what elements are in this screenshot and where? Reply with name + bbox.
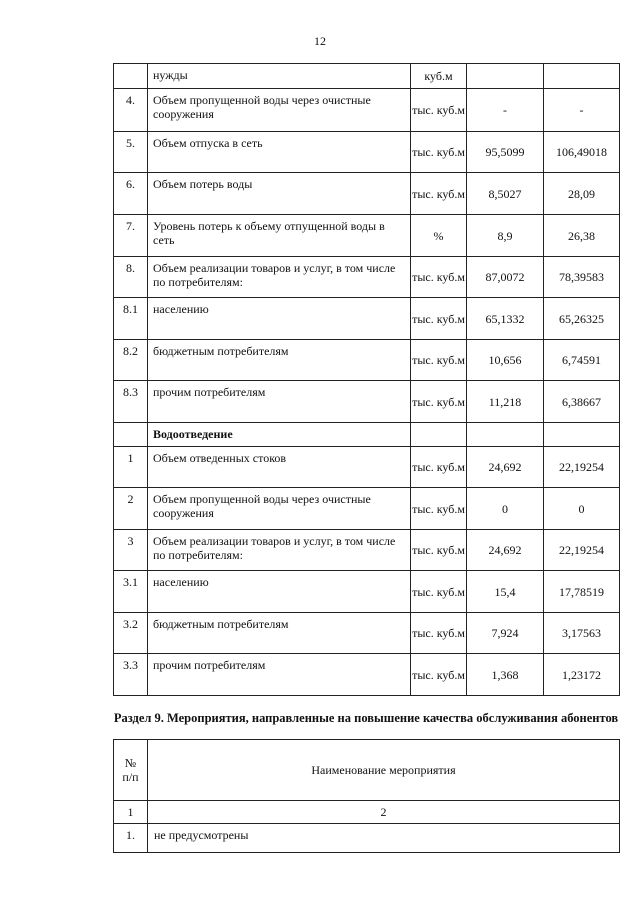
row-unit-cell: тыс. куб.м	[411, 298, 467, 340]
row-value-1-cell: 11,218	[467, 381, 544, 423]
row-number-cell: 8.1	[114, 298, 148, 340]
row-description-cell: бюджетным потребителям	[148, 613, 411, 654]
row-value-1-cell: 1,368	[467, 654, 544, 696]
table-row	[114, 132, 620, 173]
row-number-cell: 3.3	[114, 654, 148, 696]
row-description-cell: Объем пропущенной воды через очистные сооружения	[148, 89, 411, 132]
row-unit-cell: тыс. куб.м	[411, 613, 467, 654]
row-unit-cell: тыс. куб.м	[411, 381, 467, 423]
row-description-cell: Объем потерь воды	[148, 173, 411, 215]
table-row	[114, 298, 620, 340]
row-unit-cell: тыс. куб.м	[411, 173, 467, 215]
row-value-1-cell: 7,924	[467, 613, 544, 654]
row-value-1-cell: 65,1332	[467, 298, 544, 340]
row-description-cell: Объем реализации товаров и услуг, в том числе по потребителям:	[148, 530, 411, 571]
row-unit-cell: тыс. куб.м	[411, 132, 467, 173]
row-description-cell: населению	[148, 298, 411, 340]
row-value-2-cell: 26,38	[544, 215, 620, 257]
row-unit-cell: тыс. куб.м	[411, 447, 467, 488]
table-row	[114, 654, 620, 696]
table-row	[114, 447, 620, 488]
row-number-cell: 3	[114, 530, 148, 571]
row-value-1-cell: 8,5027	[467, 173, 544, 215]
index-num-cell: 1	[114, 801, 148, 824]
row-value-2-cell: 65,26325	[544, 298, 620, 340]
row-number-cell: 6.	[114, 173, 148, 215]
row-value-1-cell: 15,4	[467, 571, 544, 613]
row-value-2-cell: 3,17563	[544, 613, 620, 654]
row-number-cell: 3.1	[114, 571, 148, 613]
row-value-2-cell: 22,19254	[544, 447, 620, 488]
row-unit-cell: тыс. куб.м	[411, 89, 467, 132]
table-row	[114, 340, 620, 381]
row-unit-cell: тыс. куб.м	[411, 488, 467, 530]
row-description-cell: прочим потребителям	[148, 381, 411, 423]
row-description-cell: Объем отпуска в сеть	[148, 132, 411, 173]
table-row	[114, 613, 620, 654]
measures-row	[114, 824, 620, 853]
row-number-cell: 4.	[114, 89, 148, 132]
row-value-1-cell	[467, 423, 544, 447]
row-number-cell: 7.	[114, 215, 148, 257]
row-number-cell: 5.	[114, 132, 148, 173]
index-name-cell: 2	[148, 801, 620, 824]
row-value-2-cell	[544, 423, 620, 447]
row-value-2-cell: 17,78519	[544, 571, 620, 613]
row-description-cell: Уровень потерь к объему отпущенной воды в сеть	[148, 215, 411, 257]
row-value-2-cell: 1,23172	[544, 654, 620, 696]
row-value-1-cell: 87,0072	[467, 257, 544, 298]
measures-header-row	[114, 740, 620, 801]
row-description-cell: бюджетным потребителям	[148, 340, 411, 381]
table-row	[114, 571, 620, 613]
row-value-1-cell: 24,692	[467, 447, 544, 488]
row-unit-cell: тыс. куб.м	[411, 571, 467, 613]
row-number-cell: 3.2	[114, 613, 148, 654]
row-value-1-cell: 24,692	[467, 530, 544, 571]
row-description-cell: Объем пропущенной воды через очистные сооружения	[148, 488, 411, 530]
row-number-cell: 2	[114, 488, 148, 530]
row-number-cell: 8.	[114, 257, 148, 298]
header-name-cell: Наименование мероприятия	[148, 740, 620, 801]
row-value-2-cell: 0	[544, 488, 620, 530]
row-description-cell: нужды	[148, 64, 411, 89]
header-num-cell: № п/п	[114, 740, 148, 801]
row-description-cell: Объем отведенных стоков	[148, 447, 411, 488]
measures-table	[113, 739, 620, 853]
row-unit-cell: тыс. куб.м	[411, 654, 467, 696]
section-9-title: Раздел 9. Мероприятия, направленные на повышение качества обслуживания абонентов	[113, 711, 619, 725]
row-value-2-cell: 106,49018	[544, 132, 620, 173]
row-value-2-cell: 6,74591	[544, 340, 620, 381]
row-value-2-cell: 22,19254	[544, 530, 620, 571]
measure-name-cell: не предусмотрены	[148, 824, 620, 853]
table-row	[114, 215, 620, 257]
row-description-cell: Водоотведение	[148, 423, 411, 447]
row-number-cell: 8.2	[114, 340, 148, 381]
row-number-cell: 1	[114, 447, 148, 488]
table-row	[114, 257, 620, 298]
row-description-cell: Объем реализации товаров и услуг, в том числе по потребителям:	[148, 257, 411, 298]
row-unit-cell: тыс. куб.м	[411, 530, 467, 571]
table-row	[114, 64, 620, 89]
measures-index-row	[114, 801, 620, 824]
table-row	[114, 488, 620, 530]
row-value-1-cell: 95,5099	[467, 132, 544, 173]
table-row	[114, 530, 620, 571]
row-value-1-cell: 8,9	[467, 215, 544, 257]
row-number-cell	[114, 423, 148, 447]
row-value-2-cell: 6,38667	[544, 381, 620, 423]
row-description-cell: населению	[148, 571, 411, 613]
row-unit-cell	[411, 423, 467, 447]
table-row	[114, 173, 620, 215]
row-value-2-cell	[544, 64, 620, 89]
row-value-1-cell: -	[467, 89, 544, 132]
row-value-2-cell: -	[544, 89, 620, 132]
row-value-1-cell	[467, 64, 544, 89]
row-unit-cell: %	[411, 215, 467, 257]
row-number-cell	[114, 64, 148, 89]
row-value-2-cell: 78,39583	[544, 257, 620, 298]
table-row	[114, 381, 620, 423]
table-row	[114, 89, 620, 132]
row-number-cell: 8.3	[114, 381, 148, 423]
page-number: 12	[314, 34, 326, 48]
row-value-1-cell: 0	[467, 488, 544, 530]
row-unit-cell: куб.м	[411, 64, 467, 89]
row-unit-cell: тыс. куб.м	[411, 257, 467, 298]
measure-num-cell: 1.	[114, 824, 148, 853]
water-balance-table	[113, 63, 620, 696]
row-value-1-cell: 10,656	[467, 340, 544, 381]
row-value-2-cell: 28,09	[544, 173, 620, 215]
row-description-cell: прочим потребителям	[148, 654, 411, 696]
section-row	[114, 423, 620, 447]
row-unit-cell: тыс. куб.м	[411, 340, 467, 381]
